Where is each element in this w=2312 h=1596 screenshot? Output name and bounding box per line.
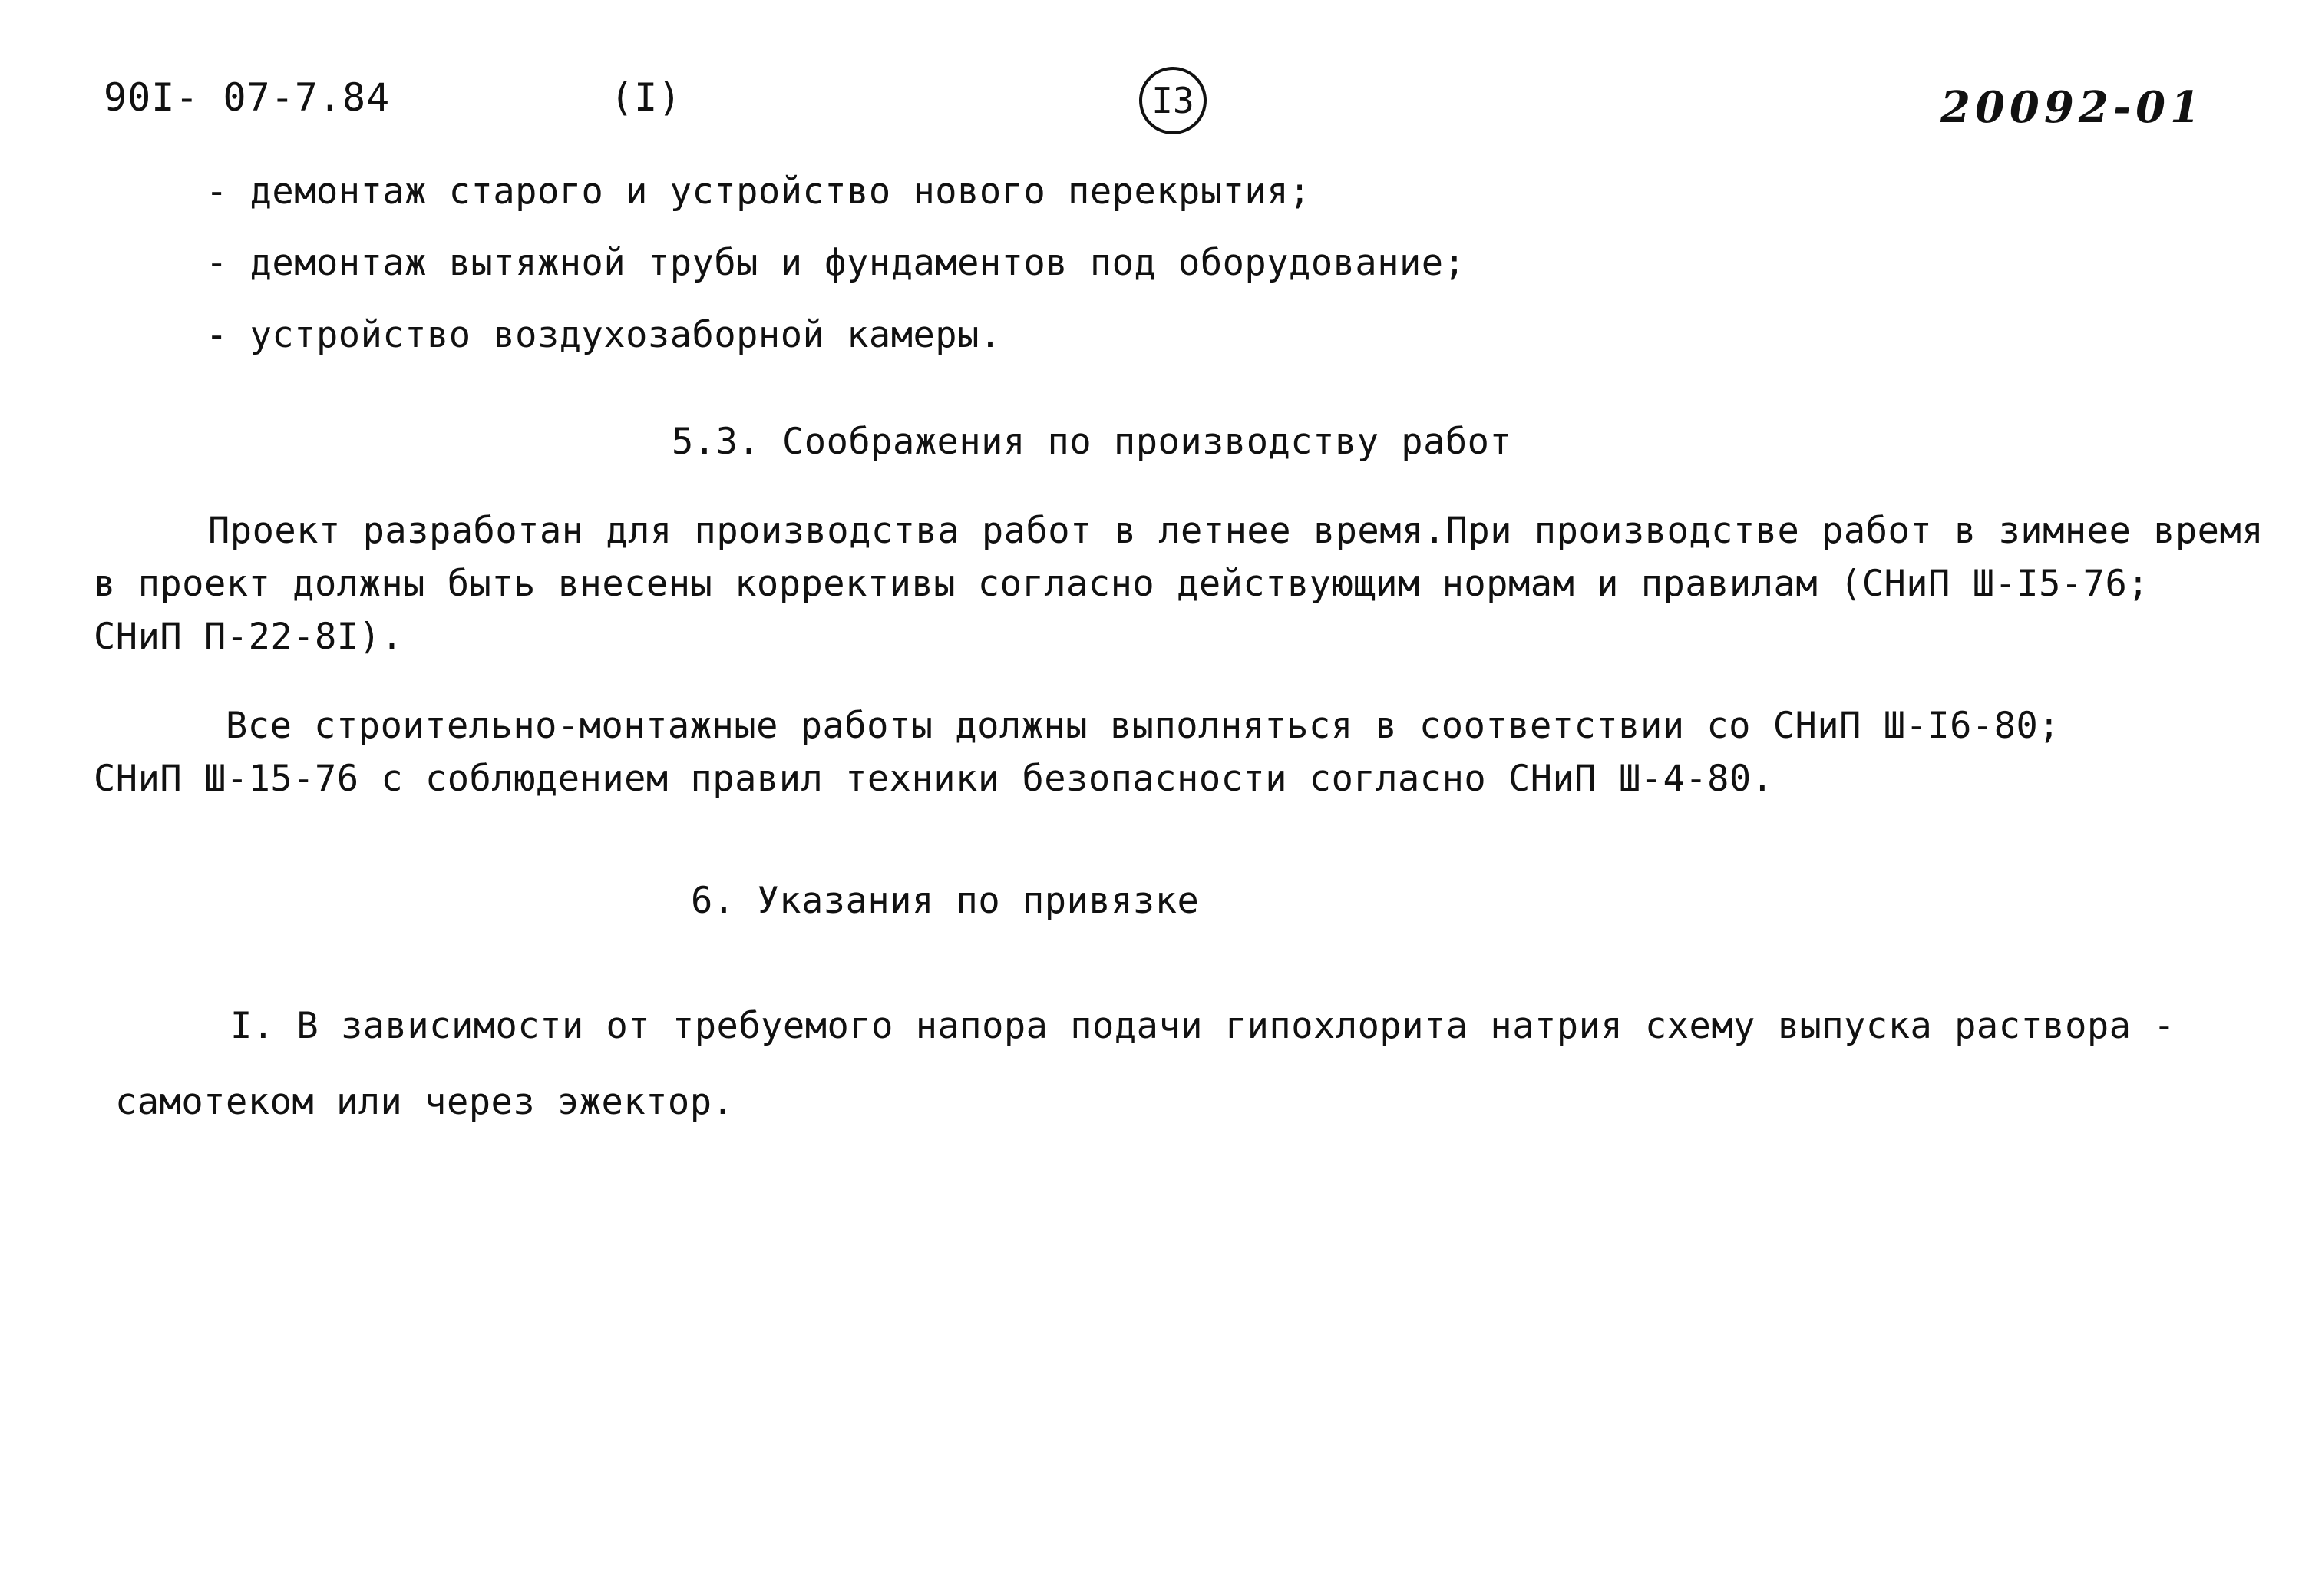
paragraph-line: СНиП Ш-15-76 с соблюдением правил техники безопасности согласно СНиП Ш-4-80. bbox=[94, 758, 1774, 800]
paragraph-line: Все строительно-монтажные работы должны выполняться в соответствии со СНиП Ш-I6-80; bbox=[226, 705, 2061, 747]
handwritten-inventory-number: 20092-01 bbox=[1940, 82, 2205, 133]
page-number: I3 bbox=[1151, 80, 1194, 121]
section-heading-5-3: 5.3. Соображения по производству работ bbox=[672, 421, 1512, 463]
bullet-item: - демонтаж вытяжной трубы и фундаментов под оборудование; bbox=[206, 242, 1466, 284]
paragraph-line: Проект разработан для производства работ в летнее время.При производстве работ в зимнее время bbox=[208, 510, 2264, 552]
paragraph-line: в проект должны быть внесены коррективы согласно действующим нормам и правилам (СНиП Ш-I5-76; bbox=[94, 563, 2150, 605]
document-code: 90I- 07-7.84 bbox=[104, 75, 391, 120]
numbered-item-line: самотеком или через эжектор. bbox=[115, 1081, 735, 1123]
numbered-item-line: I. В зависимости от требуемого напора подачи гипохлорита натрия схему выпуска раствора - bbox=[230, 1005, 2176, 1047]
bullet-item: - демонтаж старого и устройство нового перекрытия; bbox=[206, 170, 1311, 213]
page-number-circle bbox=[1139, 67, 1207, 134]
bullet-item: - устройство воздухозаборной камеры. bbox=[206, 314, 1002, 356]
part-number: (I) bbox=[610, 75, 682, 120]
paragraph-line: СНиП П-22-8I). bbox=[94, 616, 404, 658]
section-heading-6: 6. Указания по привязке bbox=[691, 880, 1200, 922]
